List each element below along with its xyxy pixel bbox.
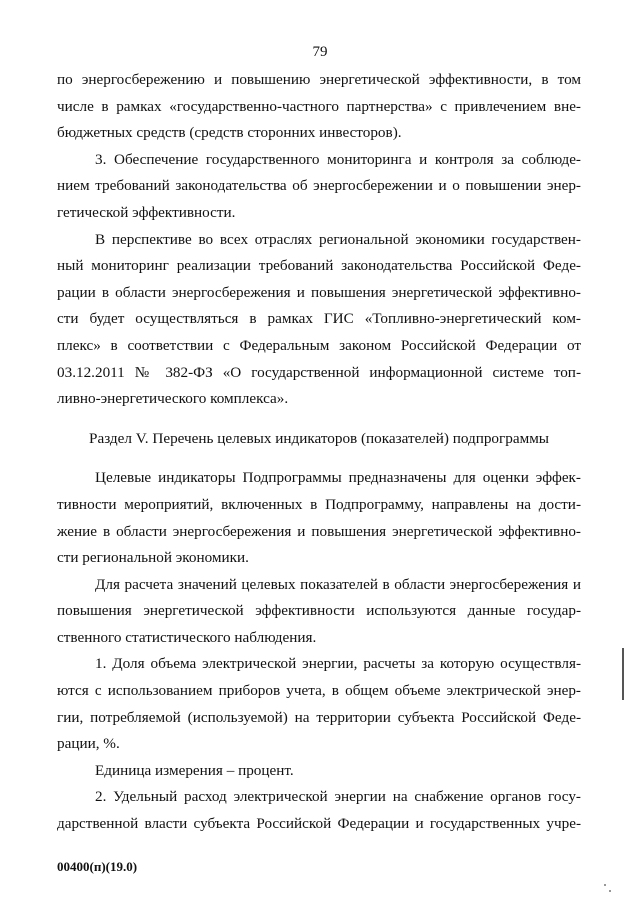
text-line: плекс» в соответствии с Федеральным законом Российской Федерации от — [57, 336, 581, 354]
paragraph-monitoring — [57, 147, 581, 227]
text-line: Единица измерения – процент. — [95, 761, 294, 779]
scan-artifact — [622, 648, 624, 700]
text-line: сти региональной экономики. — [57, 549, 249, 567]
document-code: 00400(п)(19.0) — [57, 859, 138, 874]
scan-artifact — [609, 890, 611, 892]
text-line: повышения энергетической эффективности используются данные государ- — [57, 602, 581, 620]
text-line: бюджетных средств (средств сторонних инвесторов). — [57, 124, 402, 142]
text-line: 03.12.2011 № 382-ФЗ «О государственной информационной системе топ- — [57, 363, 581, 381]
text-line: тивности мероприятий, включенных в Подпрограмму, направлены на дости- — [57, 495, 581, 513]
text-line: нием требований законодательства об энергосбережении и о повышении энер- — [57, 177, 581, 195]
section-heading: Раздел V. Перечень целевых индикаторов (показателей) подпрограммы — [89, 429, 550, 447]
text-line: Целевые индикаторы Подпрограммы предназначены для оценки эффек- — [95, 469, 581, 487]
paragraph-indicator-2 — [57, 784, 581, 837]
paragraph-indicator-1 — [57, 651, 581, 757]
text-line: дарственной власти субъекта Российской Федерации и государственных учре- — [57, 815, 581, 833]
document-body — [57, 67, 581, 838]
text-line: числе в рамках «государственно-частного партнерства» с привлечением вне- — [57, 97, 581, 115]
text-line: по энергосбережению и повышению энергетической эффективности, в том — [57, 71, 581, 88]
page-number: 79 — [312, 44, 328, 60]
text-line: 2. Удельный расход электрической энергии на снабжение органов госу- — [95, 788, 581, 806]
text-line: рации в области энергосбережения и повышения энергетической эффективно- — [57, 283, 581, 301]
text-line: В перспективе во всех отраслях региональной экономики государствен- — [95, 230, 581, 248]
text-line: гетической эффективности. — [57, 203, 236, 221]
text-line: 3. Обеспечение государственного мониторинга и контроля за соблюде- — [95, 150, 581, 168]
spacer — [57, 413, 581, 426]
text-line: гии, потребляемой (используемой) на территории субъекта Российской Феде- — [57, 708, 581, 726]
paragraph-statistics — [57, 572, 581, 652]
text-line: рации, %. — [57, 735, 120, 753]
text-line: ливно-энергетического комплекса». — [57, 390, 289, 408]
paragraph-energy-saving — [57, 67, 581, 147]
paragraph-target-indicators — [57, 465, 581, 571]
scan-artifact — [604, 884, 606, 886]
text-line: Для расчета значений целевых показателей в области энергосбережения и — [95, 575, 581, 593]
text-line: ственного статистического наблюдения. — [57, 628, 317, 646]
text-line: 1. Доля объема электрической энергии, расчеты за которую осуществля- — [95, 655, 581, 673]
paragraph-perspective — [57, 227, 581, 413]
paragraph-unit — [57, 758, 581, 785]
text-line: жение в области энергосбережения и повышения энергетической эффективно- — [57, 522, 581, 540]
text-line: ются с использованием приборов учета, в общем объеме электрической энер- — [57, 682, 581, 700]
spacer — [57, 452, 581, 465]
text-line: ный мониторинг реализации требований законодательства Российской Феде- — [57, 257, 581, 275]
text-line: сти будет осуществляться в рамках ГИС «Топливно-энергетический ком- — [57, 310, 581, 328]
